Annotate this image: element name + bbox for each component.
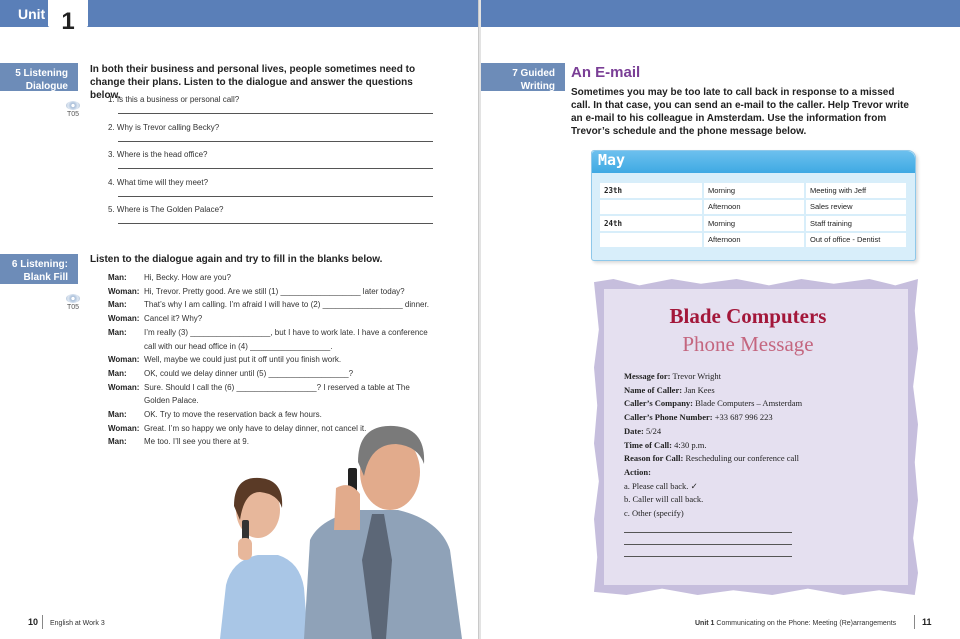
question-item [108, 123, 433, 151]
dialogue-text: I’m really (3) __________________, but I have to work late. I have a conference [144, 327, 428, 337]
section-7-tab [481, 63, 565, 91]
schedule-day: 23th [600, 183, 702, 198]
company-name: Blade Computers [669, 304, 827, 328]
dialogue-text: OK, could we delay dinner until (5) __________________? [144, 368, 354, 378]
dialogue-line [108, 394, 438, 408]
speaker: Man: [108, 437, 127, 447]
answer-line[interactable] [118, 141, 433, 142]
dialogue-line [108, 312, 438, 326]
field-label: Time of Call: [624, 439, 673, 450]
dialogue-text: Hi, Trevor. Pretty good. Are we still (1) __________________ later today? [144, 286, 405, 296]
schedule-row [600, 200, 906, 215]
field-company [624, 397, 894, 411]
dialogue-text: Golden Palace. [144, 396, 199, 406]
dialogue-text: Sure. Should I call the (6) __________________? I reserved a table at The [144, 382, 410, 392]
page-number-right: 11 [922, 617, 932, 627]
man-hand [334, 485, 360, 530]
schedule-month: May [598, 151, 626, 169]
book-title: English at Work 3 [50, 620, 105, 627]
question-item [108, 150, 433, 178]
dialogue-line [108, 381, 438, 395]
dialogue-line [108, 367, 438, 381]
phone-call-photo [200, 410, 472, 639]
speaker: Woman: [108, 286, 140, 296]
field-time [624, 439, 894, 453]
section-5-instruction: In both their business and personal lives, people sometimes need to change their plans. Listen to the dialogue and answer the questions below. [90, 64, 416, 101]
field-date [624, 425, 894, 439]
question-text: 5. Where is The Golden Palace? [108, 205, 224, 214]
dialogue-text: Great. I’m so happy we only have to delay dinner, not cancel it. [144, 423, 367, 433]
option-text: b. Caller will call back. [624, 494, 704, 505]
question-list [108, 95, 433, 233]
cd-icon [66, 294, 80, 303]
option-text: c. Other (specify) [624, 508, 684, 519]
answer-line[interactable] [118, 223, 433, 224]
question-text: 1. Is this a business or personal call? [108, 95, 240, 104]
field-label: Message for: [624, 371, 671, 381]
field-message-for [624, 370, 894, 384]
speaker: Woman: [108, 423, 140, 433]
field-label: Name of Caller: [624, 384, 683, 395]
dialogue-line [108, 298, 438, 312]
dialogue-text: Hi, Becky. How are you? [144, 273, 231, 282]
speaker: Woman: [108, 382, 140, 392]
field-label: Action: [624, 466, 651, 477]
question-item [108, 178, 433, 206]
speaker: Woman: [108, 314, 140, 324]
question-item [108, 95, 433, 123]
checkmark-icon: ✓ [690, 480, 698, 491]
cd-track-5 [66, 101, 80, 118]
dialogue-line [108, 285, 438, 299]
schedule-activity: Staff training [806, 216, 906, 231]
schedule-activity: Meeting with Jeff [806, 183, 906, 198]
section-6-tab-line2: Blank Fill [23, 272, 68, 283]
dialogue-text: Me too. I’ll see you there at 9. [144, 437, 249, 447]
answer-line[interactable] [118, 196, 433, 197]
footer-divider [42, 615, 43, 629]
question-item [108, 205, 433, 233]
schedule-header [592, 151, 915, 173]
schedule-row [600, 183, 906, 198]
schedule-row [600, 216, 906, 231]
schedule-activity: Sales review [806, 200, 906, 215]
field-label: Date: [624, 425, 644, 436]
field-label: Caller’s Company: [624, 398, 694, 409]
cd-track-6 [66, 294, 80, 311]
woman-shirt [220, 555, 308, 639]
unit-header-bar [481, 0, 960, 27]
action-option-c[interactable] [624, 507, 894, 521]
schedule-row [600, 233, 906, 248]
section-7-title: An E-mail [571, 64, 641, 81]
dialogue-line [108, 353, 438, 367]
option-text: a. Please call back. [624, 480, 689, 491]
schedule-time-of-day: Morning [704, 183, 804, 198]
dialogue-text: That’s why I am calling. I’m afraid I will have to (2) __________________ dinner. [144, 300, 429, 310]
schedule-time-of-day: Morning [704, 216, 804, 231]
question-text: 3. Where is the head office? [108, 150, 208, 159]
footer-unit: Unit 1 [695, 620, 715, 627]
field-value: 4:30 p.m. [674, 439, 707, 450]
cd-track-label: T05 [66, 111, 80, 118]
field-value: 5/24 [645, 425, 662, 436]
question-text: 2. Why is Trevor calling Becky? [108, 122, 220, 132]
dialogue-text: Cancel it? Why? [144, 314, 203, 324]
action-option-a[interactable] [624, 480, 894, 494]
field-value: +33 687 996 223 [714, 412, 773, 423]
section-6-instruction: Listen to the dialogue again and try to fill in the blanks below. [90, 254, 383, 265]
field-caller [624, 384, 894, 398]
section-5-tab-line1: 5 Listening [15, 68, 68, 79]
field-label: Reason for Call: [624, 453, 684, 464]
section-6-tab-line1: 6 Listening: [11, 259, 68, 270]
speaker: Man: [108, 300, 127, 310]
field-value: Trevor Wright [672, 371, 722, 381]
page-number-left: 10 [28, 617, 39, 627]
question-text: 4. What time will they meet? [108, 177, 209, 187]
woman-hand [238, 538, 252, 560]
dialogue-text: call with our head office in (4) __________________. [144, 341, 333, 351]
speaker: Man: [108, 368, 127, 378]
field-label: Caller’s Phone Number: [624, 412, 713, 423]
schedule-day [600, 200, 702, 215]
write-line[interactable] [624, 545, 792, 557]
footer-chapter [695, 620, 896, 627]
speaker [108, 340, 144, 354]
speaker: Woman: [108, 355, 140, 365]
field-reason [624, 452, 894, 466]
unit-number: 1 [61, 8, 75, 35]
section-7-instruction: Sometimes you may be too late to call back in response to a missed call. In that case, you can send an e-mail to the caller. Help Trevor write an e-mail to his colleague in Amsterdam. Use the information from Trevor’s schedule and the phone message below. [571, 87, 909, 137]
answer-line[interactable] [118, 168, 433, 169]
unit-label: Unit [18, 6, 46, 22]
speaker: Man: [108, 327, 127, 337]
schedule-day [600, 233, 702, 248]
footer-divider [914, 615, 915, 629]
field-phone [624, 411, 894, 425]
cd-icon [66, 101, 80, 110]
write-line[interactable] [624, 521, 792, 533]
message-fields [624, 370, 894, 557]
field-value: Jan Kees [684, 384, 715, 395]
section-7-tab-line1: 7 Guided [512, 68, 555, 79]
schedule-day: 24th [600, 216, 702, 231]
schedule-time-of-day: Afternoon [704, 233, 804, 248]
schedule-table [598, 181, 908, 249]
schedule-activity: Out of office - Dentist [806, 233, 906, 248]
answer-line[interactable] [118, 113, 433, 114]
dialogue-text: OK. Try to move the reservation back a few hours. [144, 410, 322, 420]
dialogue-line [108, 326, 438, 340]
dialogue-text: Well, maybe we could just put it off until you finish work. [144, 355, 342, 365]
field-value: Blade Computers – Amsterdam [695, 398, 803, 409]
action-option-b[interactable] [624, 493, 894, 507]
speaker: Man: [108, 410, 127, 420]
dialogue-line [108, 340, 438, 354]
schedule-time-of-day: Afternoon [704, 200, 804, 215]
left-page [0, 0, 479, 639]
speaker: Man: [108, 273, 127, 282]
footer-chapter-title: Communicating on the Phone: Meeting (Re)arrangements [716, 620, 897, 627]
write-line[interactable] [624, 533, 792, 545]
message-subtitle: Phone Message [682, 332, 814, 356]
section-5-tab-line2: Dialogue [25, 81, 68, 92]
cd-track-label: T05 [66, 304, 80, 311]
speaker [108, 394, 144, 408]
section-5-tab [0, 63, 78, 91]
field-value: Rescheduling our conference call [685, 453, 799, 464]
schedule-card [591, 150, 916, 261]
field-action [624, 466, 894, 480]
dialogue-line [108, 271, 438, 285]
section-7-tab-line2: Writing [520, 81, 555, 92]
section-6-tab [0, 254, 78, 284]
